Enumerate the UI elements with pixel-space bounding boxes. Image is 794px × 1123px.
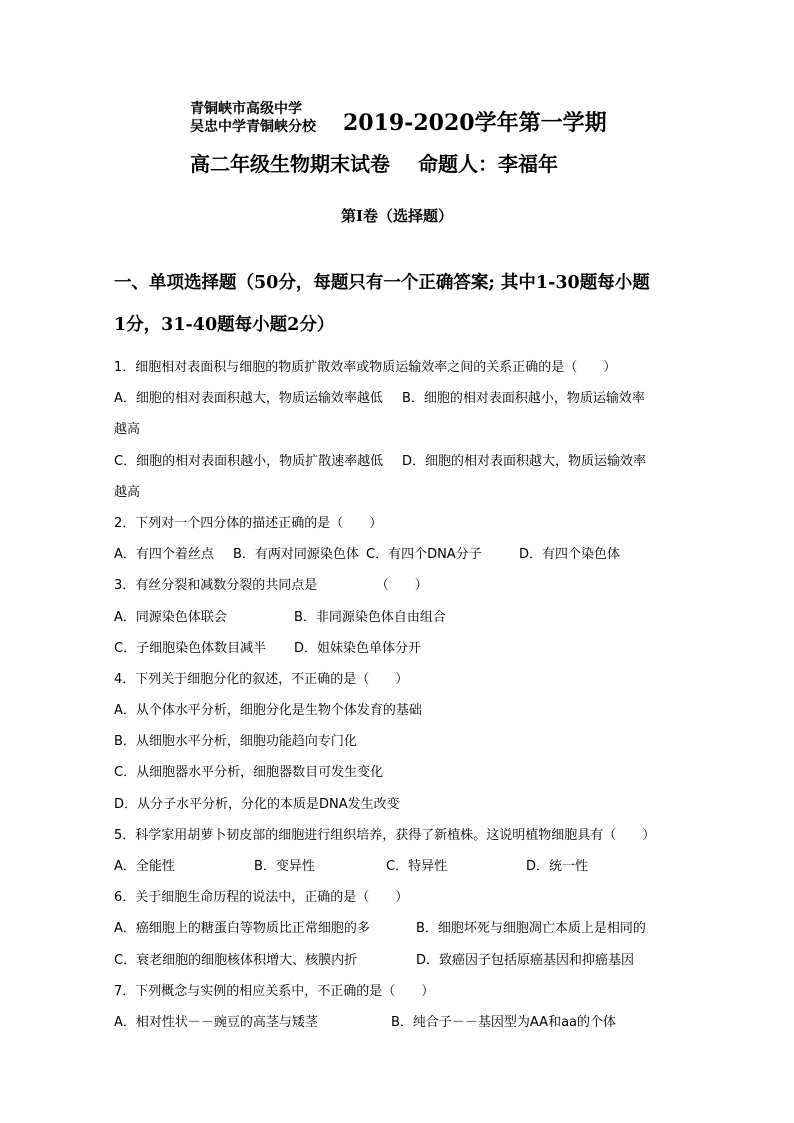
question-stem: 7．下列概念与实例的相应关系中，不正确的是（ ） — [114, 983, 435, 999]
option-line — [114, 789, 704, 820]
question-list — [114, 352, 704, 1038]
answer-option: B．从细胞水平分析，细胞功能趋向专门化 — [114, 734, 357, 750]
answer-option: B．细胞坏死与细胞凋亡本质上是相同的 — [416, 921, 646, 937]
answer-option: C．特异性 — [386, 859, 448, 874]
question-stem: 3．有丝分裂和减数分裂的共同点是 （ ） — [114, 578, 428, 594]
option-line — [114, 633, 704, 664]
answer-option: 越高 — [114, 422, 141, 438]
answer-option: C．从细胞器水平分析，细胞器数目可发生变化 — [114, 765, 384, 781]
answer-option: A．有四个着丝点 — [114, 547, 214, 563]
option-line — [114, 446, 704, 477]
question-stem: 1．细胞相对表面积与细胞的物质扩散效率或物质运输效率之间的关系正确的是（ ） — [114, 360, 617, 375]
option-line — [114, 726, 704, 757]
answer-option: B．细胞的相对表面积越小，物质运输效率 — [402, 391, 645, 407]
part-heading-line-1: 一、单项选择题（50分，每题只有一个正确答案; 其中1-30题每小题 — [114, 273, 650, 293]
answer-option: D．致癌因子包括原癌基因和抑癌基因 — [416, 952, 635, 968]
option-line — [114, 539, 704, 570]
answer-option: A．从个体水平分析，细胞分化是生物个体发育的基础 — [114, 703, 422, 719]
answer-option: C．有四个DNA分子 — [366, 547, 482, 563]
option-line — [114, 945, 704, 976]
option-line — [114, 477, 704, 508]
answer-option: 越高 — [114, 484, 141, 500]
school-line-2: 吴忠中学青铜峡分校 — [190, 119, 316, 135]
section-title: 第Ⅰ卷（选择题） — [340, 207, 454, 225]
exam-name: 高二年级生物期末试卷 — [190, 152, 390, 176]
option-line — [114, 1007, 704, 1038]
option-line — [114, 757, 704, 788]
option-line — [114, 695, 704, 726]
option-line — [114, 602, 704, 633]
answer-option: A．癌细胞上的糖蛋白等物质比正常细胞的多 — [114, 921, 370, 937]
question-stem: 4．下列关于细胞分化的叙述，不正确的是（ ） — [114, 671, 409, 687]
answer-option: A．同源染色体联会 — [114, 609, 227, 625]
answer-option: A．全能性 — [114, 859, 175, 874]
part-heading-line-2: 1分，31-40题每小题2分） — [114, 315, 335, 335]
answer-option: D．有四个染色体 — [519, 547, 621, 563]
answer-option: C．细胞的相对表面积越小，物质扩散速率越低 — [114, 453, 384, 469]
answer-option: B．纯合子－－基因型为AA和aa的个体 — [391, 1014, 616, 1030]
answer-option: B．变异性 — [254, 859, 315, 874]
answer-option: A．细胞的相对表面积越大，物质运输效率越低 — [114, 391, 383, 407]
answer-option: D．统一性 — [526, 859, 589, 874]
option-line — [114, 913, 704, 944]
answer-option: B．有两对同源染色体 — [233, 547, 359, 563]
question-stem: 2．下列对一个四分体的描述正确的是（ ） — [114, 515, 383, 531]
school-line-1: 青铜峡市高级中学 — [190, 101, 302, 117]
answer-option: D．从分子水平分析，分化的本质是DNA发生改变 — [114, 796, 400, 812]
answer-option: A．相对性状－－豌豆的高茎与矮茎 — [114, 1014, 318, 1030]
exam-header — [190, 100, 670, 140]
exam-subtitle — [190, 148, 558, 177]
answer-option: D．姐妹染色单体分开 — [294, 640, 422, 656]
exam-author: 命题人：李福年 — [418, 152, 558, 176]
answer-option: C．衰老细胞的细胞核体积增大、核膜内折 — [114, 952, 358, 968]
term-title: 2019-2020学年第一学期 — [343, 110, 607, 136]
question-stem: 6．关于细胞生命历程的说法中，正确的是（ ） — [114, 890, 409, 906]
school-names — [190, 100, 330, 136]
option-line — [114, 851, 704, 882]
option-line — [114, 383, 704, 414]
option-line — [114, 414, 704, 445]
question-stem: 5．科学家用胡萝卜韧皮部的细胞进行组织培养，获得了新植株。这说明植物细胞具有（ ） — [114, 827, 656, 843]
answer-option: C．子细胞染色体数目减半 — [114, 640, 267, 656]
answer-option: B．非同源染色体自由组合 — [294, 609, 446, 625]
answer-option: D．细胞的相对表面积越大，物质运输效率 — [402, 453, 647, 469]
